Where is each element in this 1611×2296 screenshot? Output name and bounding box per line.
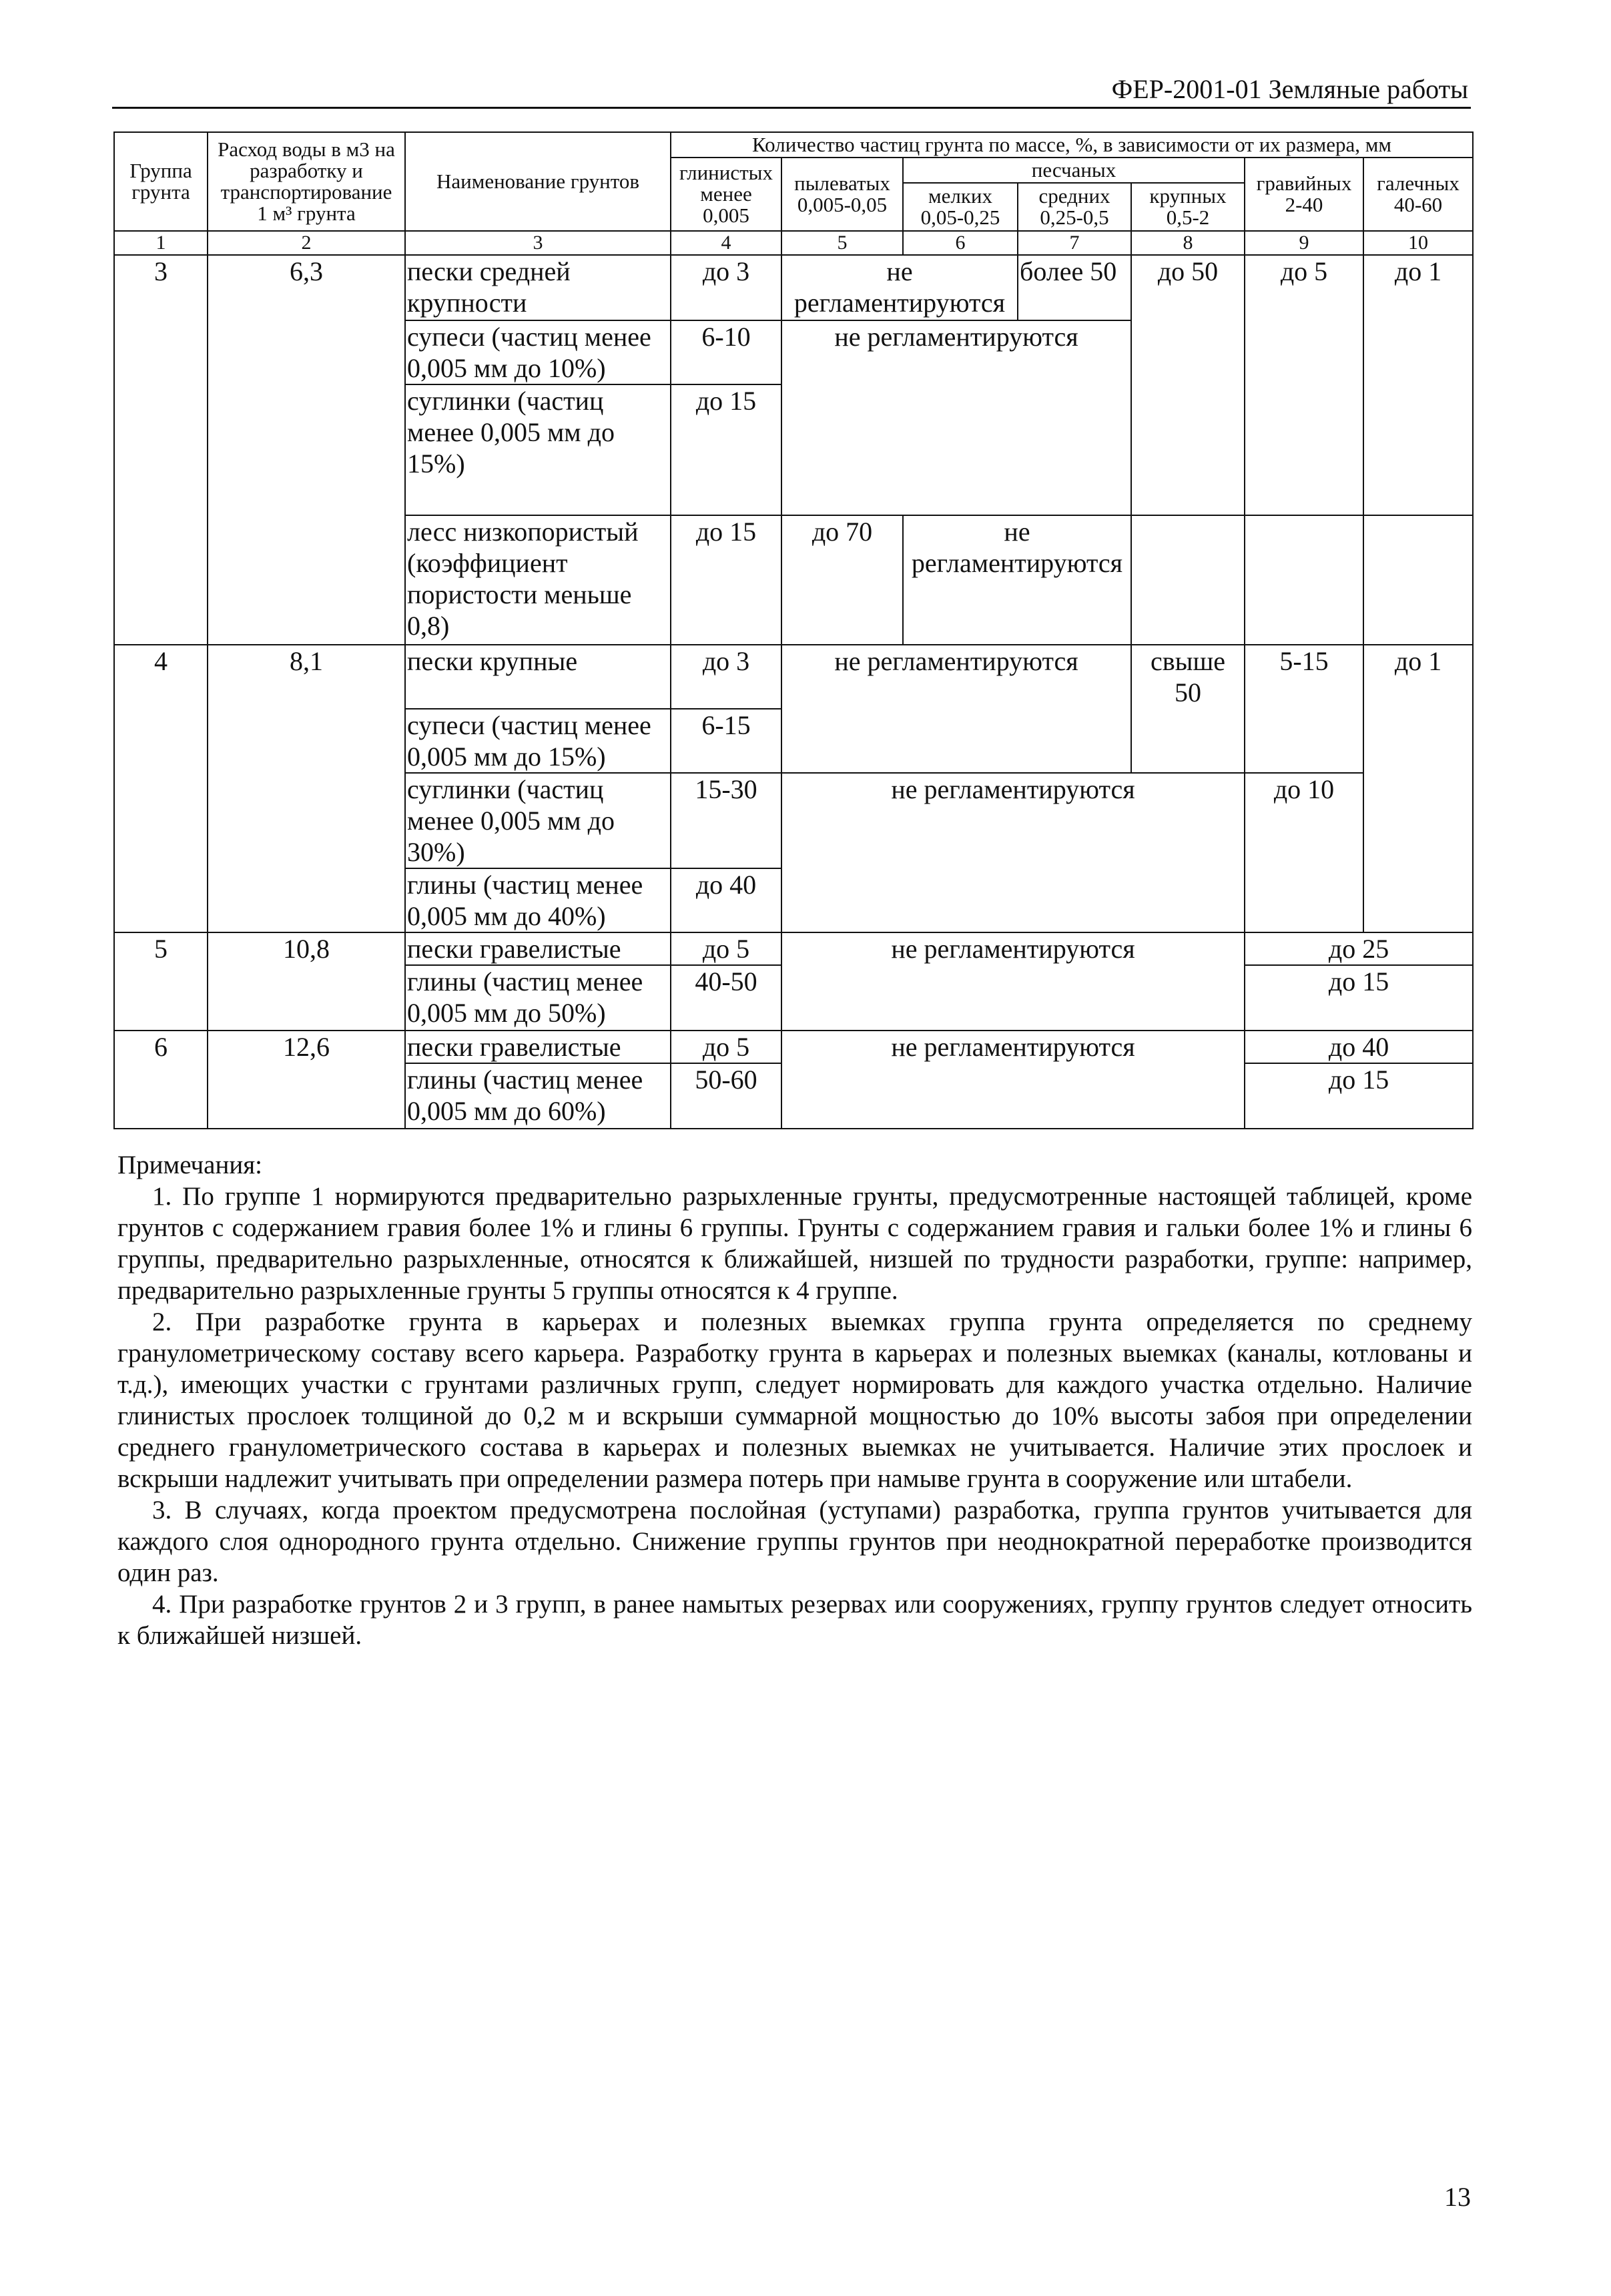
col-number: 6 <box>903 231 1018 255</box>
water-consumption: 10,8 <box>208 932 405 1031</box>
header-water: Расход воды в м3 на разработку и транспортирование 1 м³ грунта <box>208 132 405 231</box>
soil-name: глины (частиц менее 0,005 мм до 40%) <box>405 868 671 932</box>
silt-value: до 70 <box>781 515 903 645</box>
pebble-empty <box>1363 515 1473 645</box>
group-number: 5 <box>114 932 208 1031</box>
header-silt: пылеватых 0,005-0,05 <box>781 158 903 231</box>
column-numbers-row <box>114 231 1473 255</box>
gravel-pebble-value: до 40 <box>1245 1031 1473 1063</box>
sand-medium-value: более 50 <box>1018 255 1131 320</box>
gravel-pebble-value: до 15 <box>1245 965 1473 1031</box>
clay-value: 6-15 <box>671 709 781 773</box>
silt-coarse-value: не регламентируются <box>781 1031 1245 1129</box>
col-number: 5 <box>781 231 903 255</box>
clay-value: до 5 <box>671 1031 781 1063</box>
group-number: 6 <box>114 1031 208 1129</box>
header-sand-medium: средних 0,25-0,5 <box>1018 183 1131 231</box>
silt-coarse-value: не регламентируются <box>781 773 1245 932</box>
clay-value: до 3 <box>671 645 781 709</box>
soil-name: лесс низкопористый (коэффициент пористости меньше 0,8) <box>405 515 671 645</box>
soil-name: суглинки (частиц менее 0,005 мм до 15%) <box>405 384 671 515</box>
group-number: 4 <box>114 645 208 932</box>
sand-coarse-value: свыше 50 <box>1131 645 1245 773</box>
clay-value: 40-50 <box>671 965 781 1031</box>
table-row <box>114 1031 1473 1063</box>
silt-medium-value: не регламентируются <box>781 645 1131 773</box>
header-clay: глинистых менее 0,005 <box>671 158 781 231</box>
col-number: 9 <box>1245 231 1363 255</box>
header-title: ФЕР-2001-01 Земляные работы <box>1111 74 1468 104</box>
note-paragraph: 3. В случаях, когда проектом предусмотрена послойная (уступами) разработка, группа грунтов учитывается для каждого слоя однородного грунта отдельно. Снижение группы грунтов при неоднократной переработке производится один раз. <box>117 1496 1472 1587</box>
gravel-empty <box>1245 515 1363 645</box>
note-paragraph: 2. При разработке грунта в карьерах и полезных выемках группа грунта определяется по среднему гранулометрическому составу всего карьера. Разработку грунта в карьерах и полезных выемках (каналы, котлованы и т.д.), имеющих участки с грунтами различных групп, следует нормировать для каждого участка отдельно. Наличие глинистых прослоек толщиной до 0,2 м и вскрыши суммарной мощностью до 10% высоты забоя при определении среднего гранулометрического состава в карьерах и полезных выемках не учитывается. Наличие этих прослоек и вскрыши надлежит учитывать при определении размера потерь при намыве грунта в сооружение или штабели. <box>117 1308 1472 1493</box>
water-consumption: 6,3 <box>208 255 405 645</box>
gravel-pebble-value: до 15 <box>1245 1063 1473 1129</box>
clay-value: до 3 <box>671 255 781 320</box>
gravel-pebble-value: до 25 <box>1245 932 1473 965</box>
page-number: 13 <box>1444 2182 1471 2212</box>
soil-name: супеси (частиц менее 0,005 мм до 15%) <box>405 709 671 773</box>
header-sand: песчаных <box>903 158 1245 183</box>
clay-value: до 15 <box>671 384 781 515</box>
col-number: 3 <box>405 231 671 255</box>
notes-section <box>117 1149 1472 1651</box>
water-consumption: 12,6 <box>208 1031 405 1129</box>
header-name: Наименование грунтов <box>405 132 671 231</box>
col-number: 10 <box>1363 231 1473 255</box>
header-sand-coarse: крупных 0,5-2 <box>1131 183 1245 231</box>
soil-name: супеси (частиц менее 0,005 мм до 10%) <box>405 320 671 384</box>
header-group: Группа грунта <box>114 132 208 231</box>
header-pebble: галечных 40-60 <box>1363 158 1473 231</box>
table-row <box>114 255 1473 320</box>
water-consumption: 8,1 <box>208 645 405 932</box>
soil-name: пески средней крупности <box>405 255 671 320</box>
clay-value: до 40 <box>671 868 781 932</box>
gravel-value: до 5 <box>1245 255 1363 515</box>
col-number: 4 <box>671 231 781 255</box>
col-number: 2 <box>208 231 405 255</box>
header-quantity: Количество частиц грунта по массе, %, в зависимости от их размера, мм <box>671 132 1473 158</box>
page-header <box>112 73 1471 109</box>
pebble-value: до 1 <box>1363 645 1473 932</box>
soil-name: пески гравелистые <box>405 932 671 965</box>
soil-name: суглинки (частиц менее 0,005 мм до 30%) <box>405 773 671 868</box>
clay-value: 6-10 <box>671 320 781 384</box>
header-sand-fine: мелких 0,05-0,25 <box>903 183 1018 231</box>
col-number: 1 <box>114 231 208 255</box>
soil-name: глины (частиц менее 0,005 мм до 50%) <box>405 965 671 1031</box>
note-paragraph: 4. При разработке грунтов 2 и 3 групп, в ранее намытых резервах или сооружениях, группу грунтов следует относить к ближайшей низшей. <box>117 1590 1472 1650</box>
notes-title: Примечания: <box>117 1151 262 1179</box>
sand-coarse-value: до 50 <box>1131 255 1245 515</box>
col-number: 7 <box>1018 231 1131 255</box>
clay-value: до 15 <box>671 515 781 645</box>
gravel-value: до 10 <box>1245 773 1363 932</box>
soil-name: глины (частиц менее 0,005 мм до 60%) <box>405 1063 671 1129</box>
header-gravel: гравийных 2-40 <box>1245 158 1363 231</box>
note-paragraph: 1. По группе 1 нормируются предварительно разрыхленные грунты, предусмотренные настоящей таблицей, кроме грунтов с содержанием гравия более 1% и глины 6 группы. Грунты с содержанием гравия и гальки более 1% и глины 6 группы, предварительно разрыхленные, относятся к ближайшей, низшей по трудности разработки, группе: например, предварительно разрыхленные грунты 5 группы относятся к 4 группе. <box>117 1182 1472 1305</box>
clay-value: 15-30 <box>671 773 781 868</box>
silt-fine-value: не регламентируются <box>781 255 1018 320</box>
soil-name: пески гравелистые <box>405 1031 671 1063</box>
gravel-value: 5-15 <box>1245 645 1363 773</box>
clay-value: до 5 <box>671 932 781 965</box>
table-row <box>114 645 1473 709</box>
sand-fine-medium-value: не регламентируются <box>903 515 1131 645</box>
pebble-value: до 1 <box>1363 255 1473 515</box>
soil-groups-table <box>113 131 1474 1129</box>
col-number: 8 <box>1131 231 1245 255</box>
silt-coarse-value: не регламентируются <box>781 932 1245 1031</box>
sand-coarse-empty <box>1131 515 1245 645</box>
silt-medium-value: не регламентируются <box>781 320 1131 515</box>
group-number: 3 <box>114 255 208 645</box>
table-row <box>114 932 1473 965</box>
clay-value: 50-60 <box>671 1063 781 1129</box>
soil-name: пески крупные <box>405 645 671 709</box>
